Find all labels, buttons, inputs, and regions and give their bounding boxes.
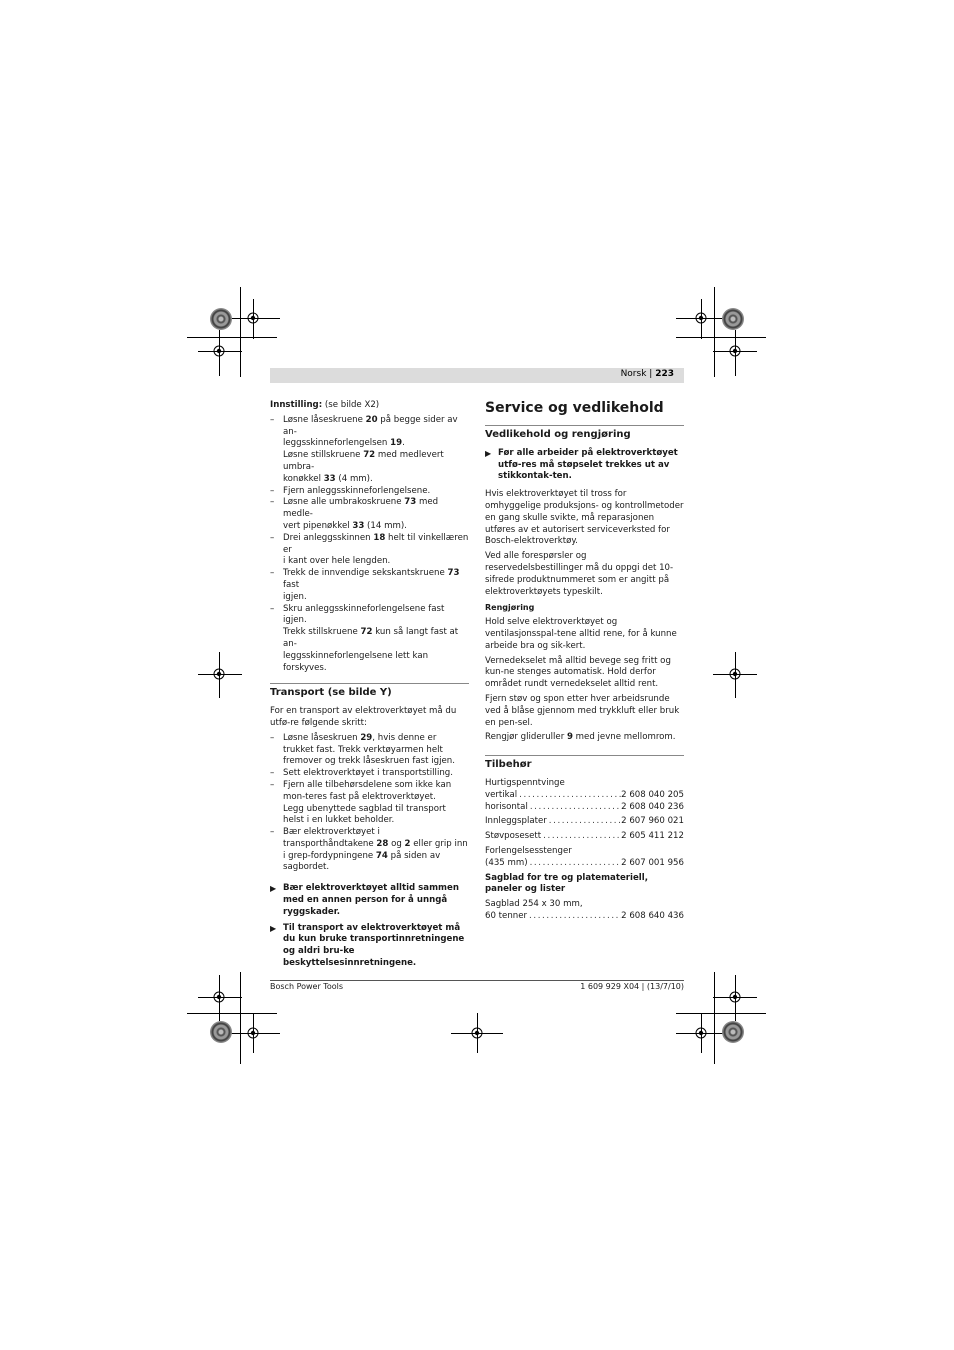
transport-heading: Transport (se bilde Y) [270,687,392,699]
crop-mark [240,972,241,1064]
paragraph: Hvis elektroverktøyet til tross for omhyggelige produksjons- og kontrollmetoder en gang skulle svikte, må reparasjonen utføres av et autorisert serviceverksted for Bosch-elektroverktøy. [485,489,684,547]
page-header [270,368,684,383]
list-item: – Trekk de innvendige sekskantskruene 73 fast igjen. [270,568,460,602]
registration-target-icon [692,1024,710,1042]
registration-target-icon [244,309,262,327]
list-item: – Skru anleggsskinneforlengelsene fast igjen. Trekk stillskruene 72 kun så langt fast at an- leggsskinneforlengelsene lett kan forskyves. [270,603,459,673]
registration-target-icon [210,988,228,1006]
accessory-row: Innleggsplater ..... 2 607 960 021 [485,816,684,828]
warning-note: ▶ Til transport av elektroverktøyet må du kun bruke transportinnretningene og aldri bru-ke beskyttelsesinnretningene. [270,922,465,969]
registration-target-icon [210,665,228,683]
registration-target-icon [726,342,744,360]
list-item: – Fjern anleggsskinneforlengelsene. [270,485,431,496]
registration-target-icon [692,309,710,327]
list-item: Løsne stillskruene 72 med medlevert umbra- konøkkel 33 (4 mm). [283,450,444,484]
right-column [485,400,684,923]
registration-target-icon [210,342,228,360]
header-separator: | [649,369,653,379]
warning-note: ▶ Før alle arbeider på elektroverktøyet utfø-res må støpselet trekkes ut av stikkontak-ten. [485,447,678,482]
list-item: – Drei anleggsskinnen 18 helt til vinkellæren er i kant over hele lengden. [270,532,469,567]
transport-intro: For en transport av elektroverktøyet må du utfø-re følgende skritt: [270,706,457,728]
section-title: Service og vedlikehold [485,400,664,416]
list-item-continuation: Legg ubenyttede sagblad til transport helst i en lukket beholder. [283,803,446,826]
footer-divider [270,980,684,981]
registration-target-icon [468,1024,486,1042]
accessory-group: Sagblad 254 x 30 mm, [485,899,583,910]
innstilling-label: Innstilling: [270,400,323,410]
accessory-group: Forlengelsesstenger [485,845,572,856]
list-item: – Bær elektroverktøyet i transporthåndtakene 28 og 2 eller grip inn i grep-fordypningene 74 på siden av sagbordet. [270,827,468,873]
crop-mark [676,337,766,338]
arrow-right-icon: ▶ [270,884,277,894]
section-divider [270,683,469,684]
accessory-row: vertikal ..... 2 608 040 205 [485,790,684,802]
accessory-group: Hurtigspenntvinge [485,777,565,788]
crop-mark [714,287,715,377]
paragraph: Ved alle forespørsler og reservedelsbestillinger må du oppgi det 10-sifrede produktnummeret som er angitt på elektroverktøyets typeskilt. [485,551,674,597]
maintenance-heading: Vedlikehold og rengjøring [485,429,631,440]
registration-disc-icon [210,1021,232,1043]
section-divider [485,425,684,426]
accessory-group-bold: Sagblad for tre og platemateriell, paneler og lister [485,872,648,895]
footer-brand: Bosch Power Tools [270,982,343,991]
list-item: – Løsne alle umbrakoskruene 73 med medle- vert pipenøkkel 33 (14 mm). [270,497,439,531]
arrow-right-icon: ▶ [485,448,492,458]
crop-mark [187,1013,277,1014]
registration-disc-icon [210,308,232,330]
registration-disc-icon [722,1021,744,1043]
list-item: – Sett elektroverktøyet i transportstilling. [270,768,453,779]
arrow-right-icon: ▶ [270,923,277,933]
list-item: – Løsne låseskruene 20 på begge sider av an- leggsskinneforlengelsen 19. [270,414,458,449]
accessories-heading: Tilbehør [485,759,532,771]
left-column [270,400,469,973]
crop-mark [714,972,715,1064]
page-number: 223 [655,369,674,379]
paragraph: Fjern støv og spon etter hver arbeidsrunde ved å blåse gjennom med trykkluft eller bruk en pen-sel. [485,693,680,728]
crop-mark [187,337,277,338]
cleaning-heading: Rengjøring [485,603,535,613]
crop-mark [240,287,241,377]
paragraph: Rengjør glideruller 9 med jevne mellomrom. [485,732,676,743]
paragraph: Hold selve elektroverktøyet og ventilasjonsspal-tene alltid rene, for å kunne arbeide bra og sik-kert. [485,617,677,651]
paragraph: Vernedekselet må alltid bevege seg fritt og kun-ne stenges automatisk. Hold derfor området rundt vernedekselet alltid rent. [485,655,671,690]
registration-disc-icon [722,308,744,330]
footer-doc-number: 1 609 929 X04 | (13/7/10) [580,982,684,991]
accessory-row: 60 tenner ..... 2 608 640 436 [485,911,684,923]
list-item: – Løsne låseskruen 29, hvis denne er trukket fast. Trekk verktøyarmen helt fremover og trekk låseskruen fast igjen. [270,732,455,767]
innstilling-heading [270,400,469,412]
accessory-row: Støvposesett ..... 2 605 411 212 [485,831,684,843]
page-header-text [621,369,674,379]
innstilling-ref: (se bilde X2) [324,400,380,410]
accessory-row: (435 mm) ..... 2 607 001 956 [485,858,684,870]
warning-note: ▶ Bær elektroverktøyet alltid sammen med en annen person for å unngå ryggskader. [270,883,459,917]
list-item: – Fjern alle tilbehørsdelene som ikke kan mon-teres fast på elektroverktøyet. [270,779,452,802]
accessory-row: horisontal ..... 2 608 040 236 [485,802,684,814]
section-divider [485,755,684,756]
registration-target-icon [726,665,744,683]
registration-target-icon [726,988,744,1006]
header-language: Norsk [620,369,647,379]
registration-target-icon [244,1024,262,1042]
crop-mark [676,1013,766,1014]
